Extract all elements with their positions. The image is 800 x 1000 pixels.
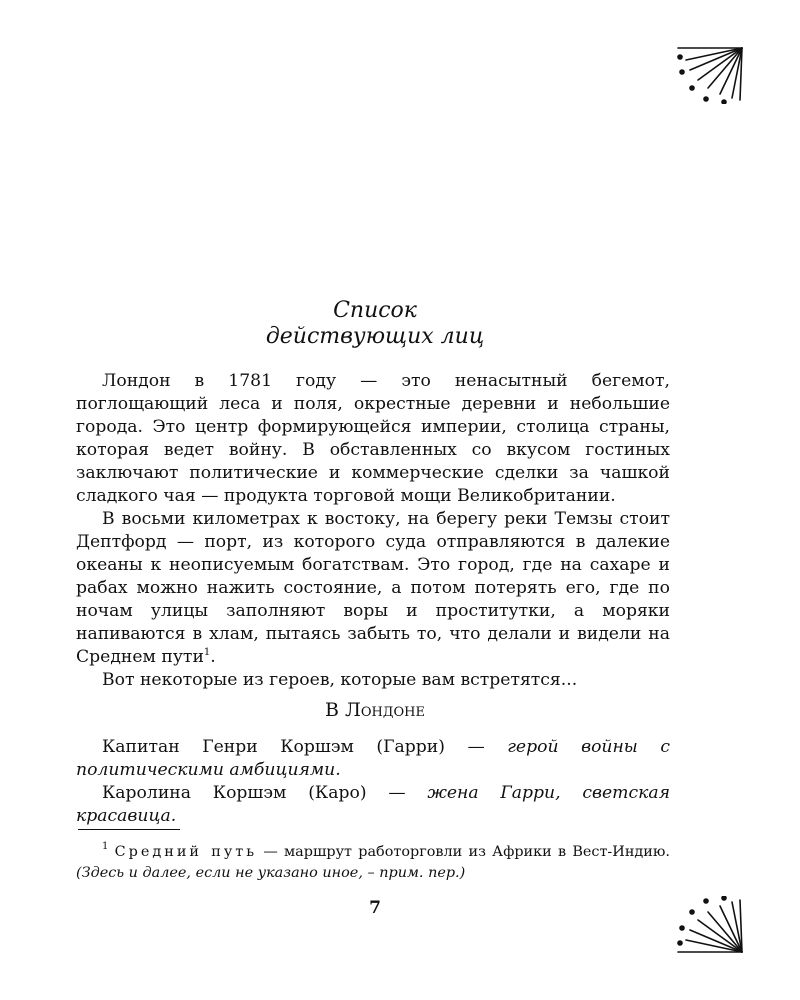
- footnote-translator-note: (Здесь и далее, если не указано иное, – прим. пер.): [76, 865, 466, 881]
- character-list: [76, 736, 670, 828]
- character-entry: [76, 782, 670, 828]
- page-title: [100, 298, 650, 350]
- character-name: Капитан Генри Коршэм (Гарри) —: [102, 737, 508, 757]
- intro-paragraph-2-end: .: [210, 647, 216, 667]
- intro-paragraph-2-text: В восьми километрах к востоку, на берегу реки Темзы стоит Дептфорд — порт, из которого суда отправляются в далекие океаны к неописуемым богатствам. Это город, где на сахаре и рабах можно нажить состояние, а потом потерять его, где по ночам улицы заполняют воры и проститутки, а моряки напиваются в хлам, пытаясь забыть то, что делали и видели на Среднем пути: [76, 509, 670, 667]
- sunburst-corner-icon: [676, 44, 746, 104]
- section-heading: [100, 698, 650, 722]
- sunburst-corner-icon: [676, 896, 746, 956]
- title-line-2: действующих лиц: [265, 324, 485, 349]
- character-name: Каролина Коршэм (Каро) —: [102, 783, 428, 803]
- footnote-mark: 1: [102, 841, 109, 852]
- footnote-body: — маршрут работорговли из Африки в Вест-Индию.: [257, 844, 670, 860]
- intro-paragraph-2: [76, 508, 670, 669]
- intro-paragraph-1: Лондон в 1781 году — это ненасытный бегемот, поглощающий леса и поля, окрестные деревни и небольшие города. Это центр формирующейся империи, столица страны, которая ведет войну. В обставленных со вкусом гостиных заключают политические и коммерческие сделки за чашкой сладкого чая — продукта торговой мощи Великобритании.: [76, 371, 670, 506]
- page-number: 7: [369, 898, 381, 918]
- intro-paragraph-3: Вот некоторые из героев, которые вам встретятся...: [102, 670, 578, 690]
- intro-text: [76, 370, 670, 692]
- footnote-reference: 1: [203, 647, 211, 658]
- character-role: герой войны с политическими амбициями.: [76, 737, 670, 780]
- title-line-1: Список: [333, 298, 417, 323]
- footnote-term: Средний путь: [114, 844, 258, 860]
- footnote: [76, 842, 670, 884]
- character-role: жена Гарри, светская красавица.: [76, 783, 670, 826]
- footnote-divider: [78, 829, 180, 830]
- character-entry: [76, 736, 670, 782]
- footnote-text: [76, 842, 670, 884]
- section-heading-text: В Лондоне: [325, 699, 425, 721]
